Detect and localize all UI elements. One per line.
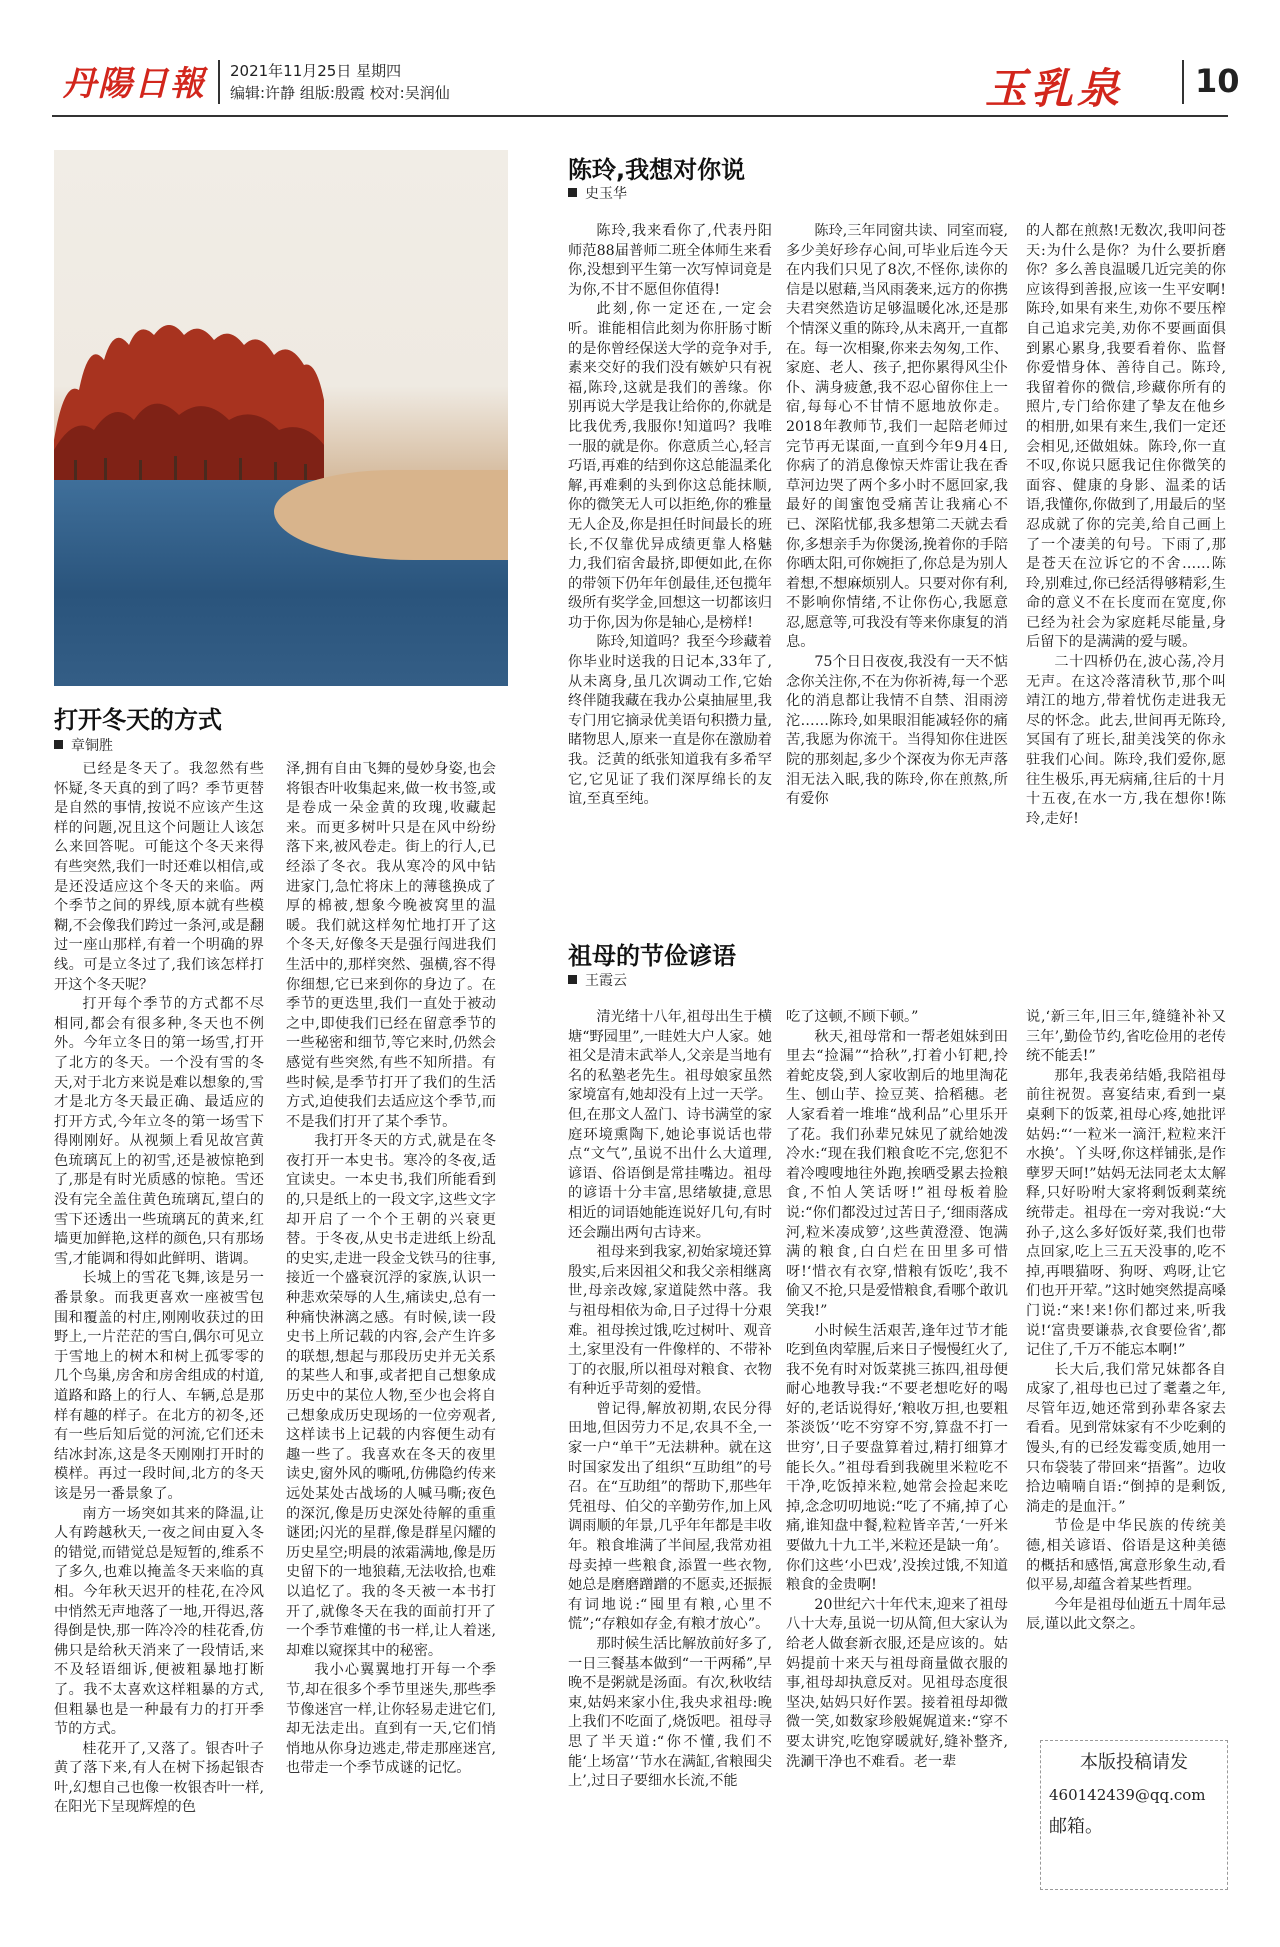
editorial-staff: 编辑:许静 组版:殷霞 校对:吴润仙: [230, 84, 450, 102]
article1-author: 章铜胜: [71, 738, 113, 754]
article1-byline: [54, 735, 113, 755]
paragraph: 我小心翼翼地打开每一个季节,却在很多个季节里迷失,那些季节像迷宫一样,让你轻易走进它们,却无法走出。直到有一天,它们悄悄地从你身边逃走,带走那座迷宫,也带走一个季节成谜的记忆。: [286, 1662, 496, 1777]
article2-column-2: [786, 222, 1008, 900]
byline-square-icon: [54, 740, 63, 749]
paragraph: 吃了这顿,不顾下顿。”: [786, 1009, 919, 1025]
article3-column-3: [1026, 1008, 1226, 1728]
page-number: 10: [1195, 62, 1240, 100]
winter-lake-photo: [54, 150, 508, 686]
paragraph: 说,‘新三年,旧三年,缝缝补补又三年’,勤俭节约,省吃俭用的老传统不能丢!”: [1026, 1009, 1226, 1065]
paragraph: 已经是冬天了。我忽然有些怀疑,冬天真的到了吗？季节更替是自然的事情,按说不应该产生这样的问题,况且这个问题让人该怎么来回答呢。可能这个冬天来得有些突然,我们一时还难以相信,或是还没适应这个冬天的来临。两个季节之间的界线,原本就有些模糊,不会像我们跨过一条河,或是翻过一座山那样,有着一个明确的界线。可是立冬过了,我们该怎样打开这个冬天呢？: [54, 761, 264, 993]
article1-title: 打开冬天的方式: [54, 706, 222, 734]
notice-line: 本版投稿请发: [1080, 1752, 1188, 1773]
paragraph: 长大后,我们常兄妹都各自成家了,祖母也已过了耄耋之年,尽管年迈,她还常到孙辈各家去看看。见到常妹家有不少吃剩的馒头,有的已经发霉变质,她用一只布袋装了带回来“捂酱”。边收拾边喃喃自语:“倒掉的是剩饭,淌走的是血汗。”: [1026, 1361, 1226, 1515]
newspaper-logo: 丹陽日報: [62, 64, 206, 104]
paragraph: 二十四桥仍在,波心荡,冷月无声。在这冷落清秋节,那个叫靖江的地方,带着忧伤走进我无尽的怀念。此去,世间再无陈玲,冥国有了班长,甜美浅笑的你永驻我们心间。陈玲,我们爱你,愿往生极乐,再无病痛,往后的十月十五夜,在水一方,我在想你!陈玲,走好!: [1026, 654, 1226, 827]
notice-line: 邮箱。: [1049, 1816, 1103, 1837]
paragraph: 秋天,祖母常和一帮老姐妹到田里去“捡漏”“拾秋”,打着小钉耙,拎着蛇皮袋,到人家收割后的地里淘花生、刨山芋、捡豆荚、拾稻穗。老人家看着一堆堆“战利品”心里乐开了花。我们孙辈兄妹见了就给她泼冷水:“现在我们粮食吃不完,您犯不着冷嗖嗖地往外跑,挨晒受累去捡粮食,不怕人笑话呀!”祖母板着脸说:“你们都没过过苦日子,‘细雨落成河,粒米凑成箩’,这些黄澄澄、饱满满的粮食,白白烂在田里多可惜呀!‘惜衣有衣穿,惜粮有饭吃’,我不偷又不抢,只是爱惜粮食,看哪个敢讥笑我!”: [786, 1028, 1008, 1319]
byline-square-icon: [568, 975, 577, 984]
paragraph: 节俭是中华民族的传统美德,相关谚语、俗语是这种美德的概括和感悟,寓意形象生动,看似平易,却蕴含着某些哲理。: [1026, 1518, 1226, 1594]
paragraph: 祖母来到我家,初始家境还算殷实,后来因祖父和我父亲相继离世,母亲改嫁,家道陡然中落。我与祖母相依为命,日子过得十分艰难。祖母挨过饿,吃过树叶、观音土,家里没有一件像样的、不带补丁的衣服,所以祖母对粮食、衣物有种近乎苛刻的爱惜。: [568, 1244, 772, 1398]
red-trees-illustration: [54, 320, 508, 490]
column-title: 玉乳泉: [985, 64, 1124, 113]
paragraph: 我打开冬天的方式,就是在冬夜打开一本史书。寒冷的冬夜,适宜读史。一本史书,我们所能看到的,只是纸上的一段文字,这些文字却开启了一个个王朝的兴衰更替。于冬夜,从史书走进纸上纷乱的史实,走进一段金戈铁马的往事,接近一个盛衰沉浮的家族,认识一种悲欢荣辱的人生,痛读史,总有一种痛快淋漓之感。有时候,读一段史书上所记载的内容,会产生许多的联想,想起与那段历史并无关系的某些人和事,或者把自己想象成历史中的某位人物,至少也会将自己想象成历史现场的一位旁观者,这样读书上记载的内容便生动有趣一些了。我喜欢在冬天的夜里读史,窗外风的嘶吼,仿佛隐约传来远处某处古战场的人喊马嘶;夜色的深沉,像是历史深处待解的重重谜团;闪光的星群,像是群星闪耀的历史星空;明晨的浓霜满地,像是历史留下的一地狼藉,无法收拾,也难以追忆了。我的冬天被一本书打开了,就像冬天在我的面前打开了一个季节难懂的书一样,让人着迷,却难以窥探其中的秘密。: [286, 1133, 496, 1659]
article2-author: 史玉华: [585, 186, 627, 202]
article1-column-1: [54, 760, 264, 1910]
submission-notice: [1040, 1740, 1228, 1890]
paragraph: 清光绪十八年,祖母出生于横塘“野园里”,一眭姓大户人家。她祖父是清末武举人,父亲是当地有名的私塾老先生。祖母娘家虽然家境富有,她却没有上过一天学。但,在那文人盈门、诗书满堂的家庭环境熏陶下,她论事说话也带点“文气”,虽说不出什么大道理,谚语、俗语倒是常挂嘴边。祖母的谚语十分丰富,思绪敏捷,意思相近的词语她能连说好几句,有时还会蹦出两句古诗来。: [568, 1009, 772, 1241]
paragraph: 曾记得,解放初期,农民分得田地,但因劳力不足,农具不全,一家一户“单干”无法耕种。就在这时国家发出了组织“互助组”的号召。在“互助组”的帮助下,那些年凭祖母、伯父的辛勤劳作,加上风调雨顺的年景,几乎年年都是丰收年。粮食堆满了半间屋,我常劝祖母卖掉一些粮食,添置一些衣物,她总是磨磨蹭蹭的不愿卖,还振振有词地说:“囤里有粮,心里不慌”;“存粮如存金,有粮才放心”。: [568, 1400, 772, 1633]
paragraph: 泽,拥有自由飞舞的曼妙身姿,也会将银杏叶收集起来,做一枚书签,或是卷成一朵金黄的玫瑰,收藏起来。而更多树叶只是在风中纷纷落下来,被风卷走。街上的行人,已经添了冬衣。我从寒冷的风中钻进家门,急忙将床上的薄毯换成了厚的棉被,想象今晚被窝里的温暖。我们就这样匆忙地打开了这个冬天,好像冬天是强行闯进我们生活中的,那样突然、强横,容不得你细想,它已来到你的身边了。在季节的更迭里,我们一直处于被动之中,即使我们已经在留意季节的一些秘密和细节,等它来时,仍然会感觉有些突然,有些不知所措。有些时候,是季节打开了我们的生活方式,迫使我们去适应这个季节,而不是我们打开了某个季节。: [286, 761, 496, 1130]
article3-title: 祖母的节俭谚语: [568, 942, 736, 970]
article3-byline: [568, 970, 627, 990]
header-divider: [218, 60, 220, 104]
paragraph: 陈玲,我来看你了,代表丹阳师范88届普师二班全体师生来看你,没想到平生第一次写悼词竟是为你,不甘不愿但你值得!: [568, 223, 772, 298]
article2-byline: [568, 183, 627, 203]
masthead: [0, 0, 1280, 115]
article3-column-2: [786, 1008, 1008, 1908]
paragraph: 陈玲,知道吗？我至今珍藏着你毕业时送我的日记本,33年了,从未离身,虽几次调动工作,它始终伴随我藏在我办公桌抽屉里,我专门用它摘录优美语句积攒力量,睹物思人,原来一直是你在激励着我。泛黄的纸张知道我有多希罕它,它见证了我们深厚绵长的友谊,至真至纯。: [568, 634, 772, 808]
paragraph: 那时候生活比解放前好多了,一日三餐基本做到“一干两稀”,早晚不是粥就是汤面。有次,秋收结束,姑妈来家小住,我央求祖母:晚上我们不吃面了,烧饭吧。祖母寻思了半天道:“你不懂,我们不能‘上场富’‘节水在满缸,省粮囤尖上’,过日子要细水长流,不能: [568, 1636, 772, 1790]
notice-email: 460142439@qq.com: [1049, 1786, 1206, 1804]
issue-info: [230, 60, 450, 104]
paragraph: 打开每个季节的方式都不尽相同,都会有很多种,冬天也不例外。今年立冬日的第一场雪,打开了北方的冬天。一个没有雪的冬天,对于北方来说是难以想象的,雪才是北方冬天最正确、最适应的打开方式,今年立冬的第一场雪下得刚刚好。从视频上看见故宫黄色琉璃瓦上的初雪,还是被惊艳到了,那是有时光质感的惊艳。雪还没有完全盖住黄色琉璃瓦,望白的雪下还透出一些琉璃瓦的黄来,红墙更加鲜艳,这样的颜色,只有那场雪,才能调和得如此鲜明、谐调。: [54, 996, 264, 1267]
issue-date: 2021年11月25日 星期四: [230, 62, 402, 80]
article2-title: 陈玲,我想对你说: [568, 156, 746, 184]
paragraph: 75个日日夜夜,我没有一天不惦念你关注你,不在为你祈祷,每一个恶化的消息都让我情不自禁、泪雨滂沱……陈玲,如果眼泪能减轻你的痛苦,我愿为你流干。当得知你住进医院的那刻起,多少个深夜为你无声落泪无法入眠,我的陈玲,你在煎熬,所有爱你: [786, 654, 1008, 808]
article2-column-1: [568, 222, 772, 900]
article3-author: 王霞云: [585, 973, 627, 989]
article2-column-3: [1026, 222, 1226, 900]
paragraph: 20世纪六十年代末,迎来了祖母八十大寿,虽说一切从简,但大家认为给老人做套新衣服,还是应该的。姑妈提前十来天与祖母商量做衣服的事,祖母却执意反对。见祖母态度很坚决,姑妈只好作罢。接着祖母却微微一笑,如数家珍般娓娓道来:“穿不要太讲究,吃饱穿暖就好,缝补整齐,洗涮干净也不难看。老一辈: [786, 1596, 1008, 1770]
paragraph: 的人都在煎熬!无数次,我叩问苍天:为什么是你？为什么要折磨你？多么善良温暖几近完美的你应该得到善报,应该一生平安啊!陈玲,如果有来生,劝你不要压榨自己追求完美,劝你不要画面俱到累心累身,我要看着你、监督你爱惜身体、善待自己。陈玲,我留着你的微信,珍藏你所有的照片,专门给你建了挚友在他乡的相册,如果有来生,我们一定还会相见,还做姐妹。陈玲,你一直不叹,你说只愿我记住你微笑的面容、健康的身影、温柔的话语,我懂你,你做到了,用最后的坚忍成就了你的完美,给自己画上了一个凄美的句号。下雨了,那是苍天在泣诉它的不舍……陈玲,别难过,你已经活得够精彩,生命的意义不在长度而在宽度,你已经为社会为家庭耗尽能量,身后留下的是满满的爱与暖。: [1026, 223, 1226, 651]
header-rule: [52, 115, 1228, 117]
article3-column-1: [568, 1008, 772, 1908]
page-number-divider: [1182, 60, 1184, 104]
paragraph: 此刻,你一定还在,一定会听。谁能相信此刻为你肝肠寸断的是你曾经保送大学的竞争对手,素来交好的我们没有嫉妒只有祝福,陈玲,这就是我们的善缘。你别再说大学是我让给你的,你就是比我优秀,我服你!知道吗？我唯一服的就是你。你意质兰心,轻言巧语,再难的结到你这总能温柔化解,再难剩的头到你这总能抹顺,你的微笑无人可以拒绝,你的雅量无人企及,你是担任时间最长的班长,不仅靠优异成绩更靠人格魅力,我们宿舍最挤,即便如此,在你的带领下仍年年创最佳,还包揽年级所有奖学金,回想这一切都该归功于你,因为你是轴心,是榜样!: [568, 301, 772, 631]
paragraph: 今年是祖母仙逝五十周年忌辰,谨以此文祭之。: [1026, 1596, 1226, 1633]
paragraph: 那年,我表弟结婚,我陪祖母前往祝贺。喜宴结束,看到一桌桌剩下的饭菜,祖母心疼,她批评姑妈:“‘一粒米一滴汗,粒粒来汗水换’。丫头呀,你这样铺张,是作孽罗天呵!”姑妈无法同老太太解释,只好吩咐大家将剩饭剩菜统统带走。祖母在一旁对我说:“大孙子,这么多好饭好菜,我们也带点回家,吃上三五天没事的,吃不掉,再喂猫呀、狗呀、鸡呀,让它们也开开荤。”这时她突然提高嗓门说:“来!来!你们都过来,听我说!‘富贵要谦恭,衣食要俭省’,都记住了,千万不能忘本啊!”: [1026, 1067, 1226, 1359]
paragraph: 小时候生活艰苦,逢年过节才能吃到鱼肉荤腥,后来日子慢慢红火了,我不免有时对饭菜挑三拣四,祖母便耐心地教导我:“不要老想吃好的喝好的,老话说得好,‘粮收万担,也要粗茶淡饭’‘吃不穷穿不穷,算盘不打一世穷’,日子要盘算着过,精打细算才能长久。”祖母看到我碗里米粒吃不干净,吃饭掉米粒,她常会捡起来吃掉,念念叨叨地说:“吃了不痛,掉了心痛,谁知盘中餐,粒粒皆辛苦,‘一歼米要做九十九工半,米粒还是缺一角’。你们这些‘小巴戏’,没挨过饿,不知道粮食的金贵啊!: [786, 1322, 1008, 1594]
paragraph: 陈玲,三年同窗共读、同室而寝,多少美好珍存心间,可毕业后连今天在内我们只见了8次,不怪你,读你的信是以慰藉,当风雨袭来,远方的你携夫君突然造访足够温暖化冰,还是那个情深义重的陈玲,从未离开,一直都在。每一次相聚,你来去匆匆,工作、家庭、老人、孩子,把你累得风尘仆仆、满身疲惫,我不忍心留你住上一宿,每每心不甘情不愿地放你走。2018年教师节,我们一起陪老师过完节再无谋面,一直到今年9月4日,你病了的消息像惊天炸雷让我在香草河边哭了两个多小时不愿回家,我最好的闺蜜饱受痛苦让我痛心不已、深陷忧郁,我多想第二天就去看你,多想亲手为你煲汤,挽着你的手陪你晒太阳,可你婉拒了,你总是为别人着想,不想麻烦别人。只要对你有利,不影响你情绪,不让你伤心,我愿意忍,愿意等,可我没有等来你康复的消息。: [786, 223, 1008, 651]
paragraph: 南方一场突如其来的降温,让人有跨越秋天,一夜之间由夏入冬的错觉,而错觉总是短暂的,维系不了多久,也难以掩盖冬天来临的真相。今年秋天迟开的桂花,在冷风中悄然无声地落了一地,开得迟,落得倒是快,那一阵冷冷的桂花香,仿佛只是给秋天消来了一段情话,来不及轻语细诉,便被粗暴地打断了。我不太喜欢这样粗暴的方式,但粗暴也是一种最有力的打开季节的方式。: [54, 1505, 264, 1738]
paragraph: 桂花开了,又落了。银杏叶子黄了落下来,有人在树下扬起银杏叶,幻想自己也像一枚银杏叶一样,在阳光下呈现辉煌的色: [54, 1740, 264, 1816]
byline-square-icon: [568, 188, 577, 197]
article1-column-2: [286, 760, 496, 1910]
paragraph: 长城上的雪花飞舞,该是另一番景象。而我更喜欢一座被雪包围和覆盖的村庄,刚刚收获过的田野上,一片茫茫的雪白,偶尔可见立于雪地上的树木和树上孤零零的几个鸟巢,房舍和房舍组成的村道,道路和路上的行人、车辆,总是那样有趣的样子。在北方的初冬,还有一些后知后觉的河流,它们还未结冰封冻,这是冬天刚刚打开时的模样。再过一段时间,北方的冬天该是另一番景象了。: [54, 1270, 264, 1502]
